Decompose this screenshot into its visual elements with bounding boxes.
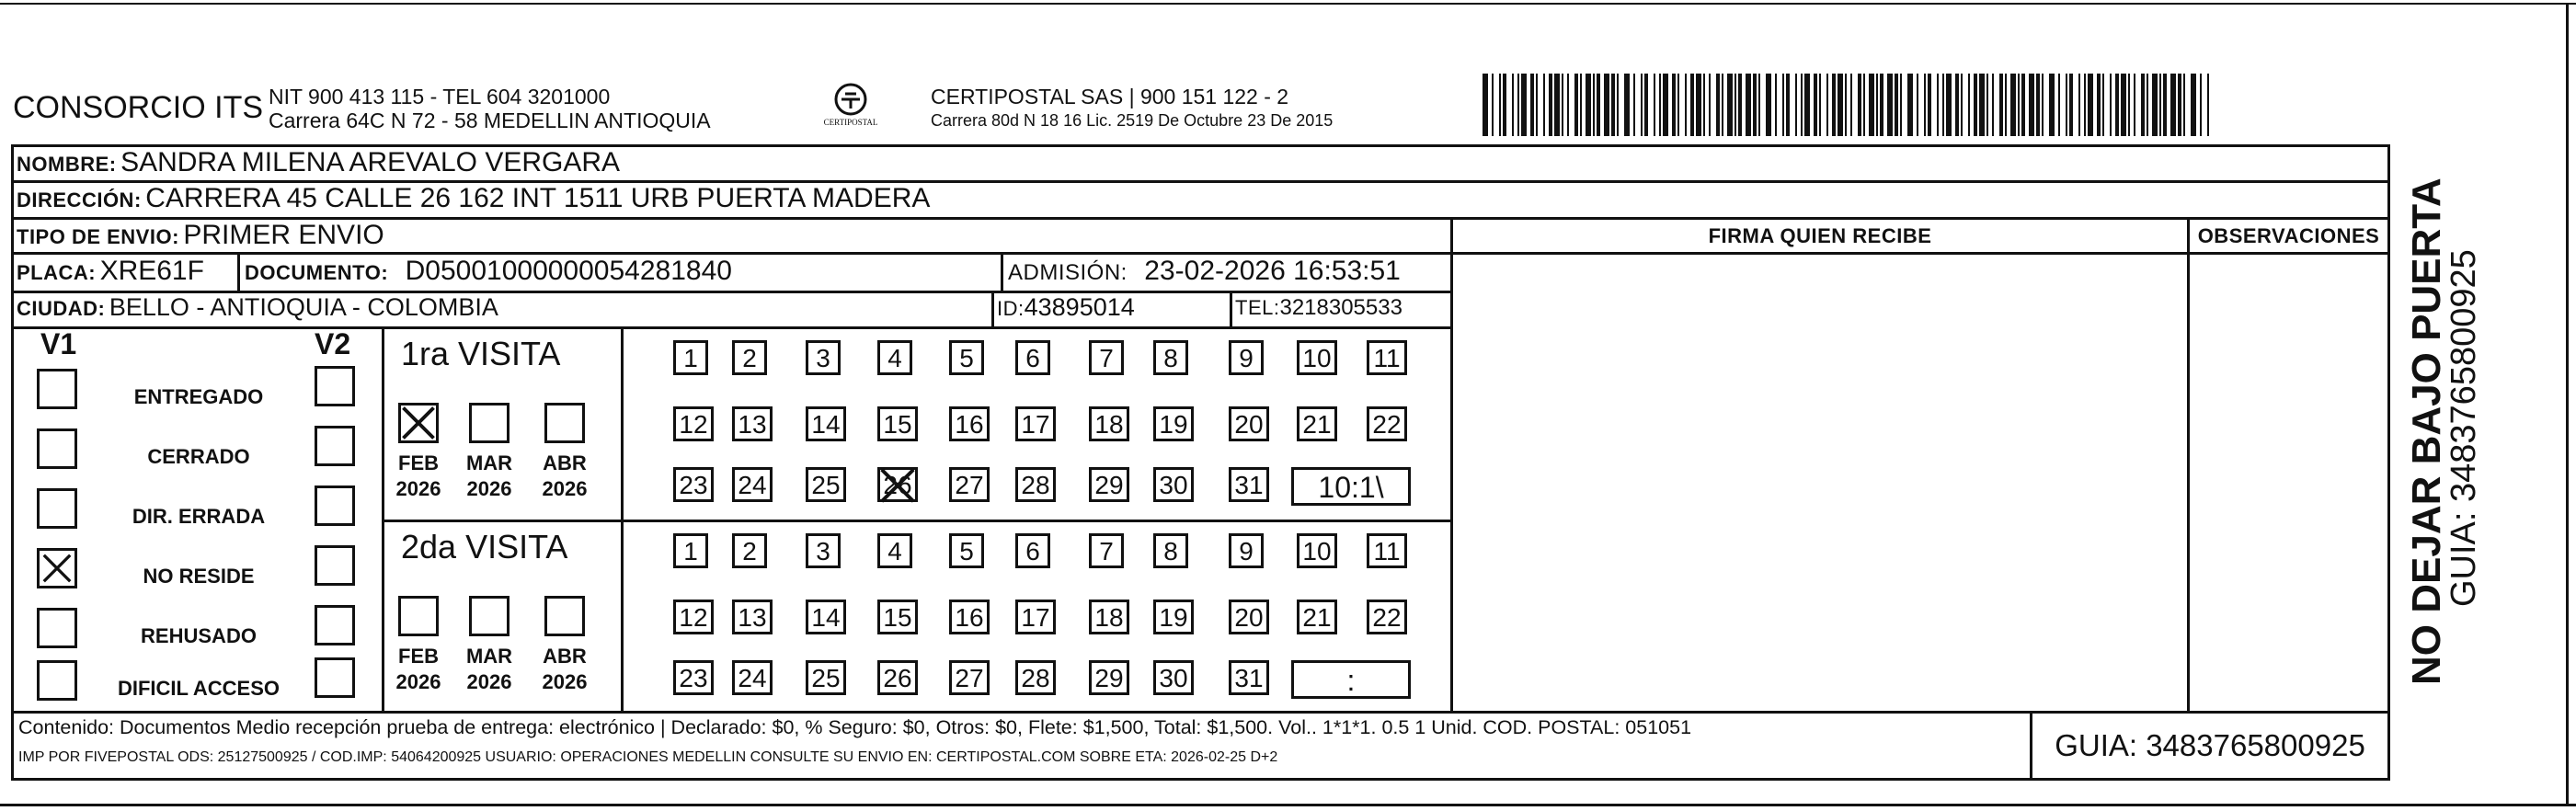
day-box[interactable] (1089, 340, 1124, 375)
day-number: 14 (811, 410, 841, 439)
placa-cell (17, 256, 204, 287)
day-number: 3 (816, 344, 830, 372)
day-box[interactable] (806, 660, 846, 695)
month-label: MAR (465, 451, 513, 474)
day-box[interactable] (1089, 660, 1129, 695)
day-number: 25 (811, 664, 841, 692)
day-box[interactable] (1229, 533, 1264, 568)
divider-observaciones (2187, 217, 2190, 714)
day-number: 10 (1302, 537, 1332, 565)
day-box[interactable] (1153, 467, 1194, 502)
month-label: MAR (465, 645, 513, 668)
footer-contenido: Contenido: Documentos Medio recepción prueba de entrega: electrónico | Declarado: $0, % Seguro: $0, Otros: $0, Flete: $1,500, Total: $1,500. Vol.. 1*1*1. 0.5 1 Unid. COD. POSTAL: 051051 (18, 716, 1692, 738)
day-box[interactable] (673, 660, 714, 695)
grid-right (2387, 144, 2390, 781)
day-number: 6 (1025, 537, 1040, 565)
day-number: 13 (738, 410, 767, 439)
day-box[interactable] (1229, 406, 1269, 441)
direccion-value: CARRERA 45 CALLE 26 162 INT 1511 URB PUERTA MADERA (145, 183, 931, 213)
day-number: 16 (955, 603, 984, 632)
day-box[interactable] (949, 467, 990, 502)
day-number: 24 (738, 664, 767, 692)
status-label: DIFICIL ACCESO (117, 677, 280, 700)
day-box[interactable] (732, 340, 767, 375)
day-number: 9 (1239, 344, 1254, 372)
v1-label: V1 (40, 327, 77, 360)
top-border (0, 3, 2576, 5)
carrier-name: CERTIPOSTAL SAS | 900 151 122 - 2 (931, 85, 1289, 109)
year-label: 2026 (542, 477, 588, 500)
admision-cell (1008, 256, 1401, 287)
year-label: 2026 (542, 670, 588, 693)
day-number: 20 (1234, 410, 1264, 439)
day-box[interactable] (949, 600, 990, 634)
day-number: 11 (1373, 344, 1401, 372)
tipo-label: TIPO DE ENVIO: (17, 225, 179, 248)
carrier-address: Carrera 80d N 18 16 Lic. 2519 De Octubre 23 De 2015 (931, 111, 1334, 130)
day-box[interactable] (1367, 600, 1407, 634)
day-number: 2 (742, 344, 757, 372)
side-guia: GUIA: 3483765800925 (2444, 249, 2483, 607)
company-nit: NIT 900 413 115 - TEL 604 3201000 (269, 85, 611, 109)
v2-checkbox[interactable] (315, 426, 355, 466)
day-number: 19 (1159, 410, 1188, 439)
day-box[interactable] (1153, 406, 1194, 441)
nombre-row (17, 147, 620, 178)
tel-value: 3218305533 (1279, 295, 1402, 320)
day-box[interactable] (673, 533, 708, 568)
day-number: 20 (1234, 603, 1264, 632)
day-number: 18 (1094, 410, 1124, 439)
day-box[interactable] (673, 600, 714, 634)
nombre-value: SANDRA MILENA AREVALO VERGARA (120, 147, 621, 177)
footer-guia: GUIA: 3483765800925 (2055, 728, 2365, 762)
day-number: 28 (1021, 471, 1050, 499)
day-box[interactable] (877, 406, 918, 441)
year-label: 2026 (395, 477, 441, 500)
day-box[interactable] (806, 340, 841, 375)
day-number: 10 (1302, 344, 1332, 372)
day-box[interactable] (1229, 340, 1264, 375)
admision-label: ADMISIÓN: (1008, 260, 1128, 285)
day-number: 29 (1094, 664, 1124, 692)
day-box[interactable] (732, 533, 767, 568)
documento-label: DOCUMENTO: (245, 261, 389, 284)
divider-visits (382, 326, 384, 713)
status-label: ENTREGADO (133, 385, 264, 408)
month-checkbox[interactable] (544, 403, 585, 443)
documento-value: D05001000000054281840 (405, 256, 732, 286)
v2-checkbox[interactable] (315, 657, 355, 698)
day-box[interactable] (1367, 340, 1407, 375)
barcode (1483, 74, 2209, 136)
day-number: 17 (1021, 410, 1050, 439)
day-box[interactable] (949, 406, 990, 441)
month-checkbox[interactable] (398, 596, 439, 636)
day-number: 5 (959, 537, 974, 565)
footer-imp: IMP POR FIVEPOSTAL ODS: 25127500925 / COD.IMP: 54064200925 USUARIO: OPERACIONES MEDELLIN CONSULTE SU ENVIO EN: CERTIPOSTAL.COM SOBRE ETA: 2026-02-25 D+2 (18, 749, 1278, 765)
day-number: 27 (955, 471, 984, 499)
time-box[interactable] (1291, 660, 1411, 699)
right-border (2566, 3, 2569, 806)
v1-checkbox[interactable] (37, 428, 77, 469)
day-number: 6 (1025, 344, 1040, 372)
v1-checkbox[interactable] (37, 369, 77, 409)
day-number: 27 (955, 664, 984, 692)
divider-footer-guia (2030, 711, 2032, 780)
day-number: 25 (811, 471, 841, 499)
day-number: 30 (1159, 664, 1188, 692)
day-number: 26 (883, 664, 912, 692)
month-checkbox[interactable] (398, 403, 439, 443)
direccion-row (17, 183, 930, 214)
day-box[interactable] (806, 533, 841, 568)
day-box[interactable] (806, 600, 846, 634)
id-value: 43895014 (1024, 293, 1135, 321)
day-box[interactable] (732, 600, 773, 634)
day-box[interactable] (1089, 467, 1129, 502)
grid-footer-top (11, 711, 2390, 714)
company-name: CONSORCIO ITS (13, 90, 264, 125)
visit-title: 2da VISITA (401, 528, 568, 565)
day-box[interactable] (877, 660, 918, 695)
month-checkbox[interactable] (469, 403, 509, 443)
day-number: 18 (1094, 603, 1124, 632)
placa-value: XRE61F (99, 256, 204, 286)
day-number: 8 (1163, 537, 1178, 565)
day-number: 29 (1094, 471, 1124, 499)
day-box[interactable] (1367, 533, 1407, 568)
day-number: 22 (1372, 603, 1402, 632)
day-number: 12 (679, 603, 708, 632)
day-box[interactable] (1297, 533, 1337, 568)
month-label: FEB (398, 645, 439, 668)
v2-checkbox[interactable] (315, 485, 355, 526)
day-number: 7 (1099, 537, 1114, 565)
day-box[interactable] (1015, 467, 1056, 502)
year-label: 2026 (466, 670, 512, 693)
day-box[interactable] (1015, 406, 1056, 441)
side-warning: NO DEJAR BAJO PUERTA (2404, 177, 2449, 685)
day-box[interactable] (1089, 533, 1124, 568)
day-box[interactable] (673, 467, 714, 502)
day-number: 26 (883, 471, 912, 499)
day-number: 17 (1021, 603, 1050, 632)
day-number: 4 (887, 344, 902, 372)
observaciones-label: OBSERVACIONES (2197, 224, 2380, 247)
day-number: 31 (1234, 664, 1264, 692)
month-checkbox[interactable] (544, 596, 585, 636)
day-box[interactable] (806, 467, 846, 502)
day-number: 21 (1302, 603, 1332, 632)
day-box[interactable] (1297, 600, 1337, 634)
day-box[interactable] (732, 660, 773, 695)
divider-signature (1450, 217, 1453, 714)
day-number: 28 (1021, 664, 1050, 692)
time-value: 10:1\ (1318, 471, 1384, 504)
tel-cell (1235, 295, 1402, 321)
month-label: ABR (543, 451, 587, 474)
day-box[interactable] (949, 340, 984, 375)
year-label: 2026 (395, 670, 441, 693)
status-label: CERRADO (147, 445, 250, 468)
day-number: 21 (1302, 410, 1332, 439)
day-number: 5 (959, 344, 974, 372)
day-box[interactable] (877, 467, 918, 502)
divider-days (621, 326, 624, 713)
tipo-value: PRIMER ENVIO (183, 220, 384, 250)
id-cell (997, 293, 1135, 322)
v1-checkbox[interactable] (37, 660, 77, 701)
day-box[interactable] (1367, 406, 1407, 441)
ciudad-label: CIUDAD: (17, 297, 106, 320)
day-box[interactable] (1297, 340, 1337, 375)
check-x-mark (398, 403, 439, 443)
bottom-border (0, 804, 2576, 806)
day-box[interactable] (1015, 600, 1056, 634)
firma-label: FIRMA QUIEN RECIBE (1708, 224, 1932, 247)
nombre-label: NOMBRE: (17, 153, 117, 176)
time-box[interactable] (1291, 467, 1411, 506)
day-box[interactable] (1015, 533, 1050, 568)
day-box[interactable] (949, 660, 990, 695)
day-box[interactable] (1153, 600, 1194, 634)
company-address: Carrera 64C N 72 - 58 MEDELLIN ANTIOQUIA (269, 109, 711, 132)
day-number: 24 (738, 471, 767, 499)
tel-label: TEL: (1235, 296, 1280, 319)
v2-checkbox[interactable] (315, 545, 355, 586)
check-x-mark (40, 551, 74, 586)
day-number: 4 (887, 537, 902, 565)
admision-value: 23-02-2026 16:53:51 (1144, 256, 1401, 286)
month-label: ABR (543, 645, 587, 668)
day-box[interactable] (1153, 340, 1188, 375)
ciudad-cell (17, 293, 498, 322)
day-number: 11 (1373, 537, 1401, 565)
ciudad-value: BELLO - ANTIOQUIA - COLOMBIA (109, 293, 498, 321)
day-number: 3 (816, 537, 830, 565)
logo-caption: CERTIPOSTAL (823, 118, 878, 127)
day-box[interactable] (1229, 660, 1269, 695)
day-number: 12 (679, 410, 708, 439)
v1-checkbox[interactable] (37, 488, 77, 529)
day-box[interactable] (806, 406, 846, 441)
day-box[interactable] (1229, 600, 1269, 634)
day-number: 2 (742, 537, 757, 565)
v2-checkbox[interactable] (315, 605, 355, 645)
day-number: 23 (679, 664, 708, 692)
direccion-label: DIRECCIÓN: (17, 188, 142, 211)
day-number: 15 (883, 603, 912, 632)
day-number: 1 (683, 537, 698, 565)
day-number: 19 (1159, 603, 1188, 632)
documento-cell (245, 256, 732, 287)
day-number: 13 (738, 603, 767, 632)
v2-checkbox[interactable] (315, 366, 355, 406)
day-box[interactable] (673, 340, 708, 375)
day-box[interactable] (732, 467, 773, 502)
visit-title: 1ra VISITA (401, 335, 561, 372)
day-box[interactable] (1153, 533, 1188, 568)
day-number: 8 (1163, 344, 1178, 372)
day-number: 9 (1239, 537, 1254, 565)
status-label: REHUSADO (141, 624, 257, 647)
time-value: : (1346, 664, 1356, 697)
day-number: 16 (955, 410, 984, 439)
day-box[interactable] (1015, 660, 1056, 695)
day-box[interactable] (877, 600, 918, 634)
day-number: 22 (1372, 410, 1402, 439)
status-label: NO RESIDE (143, 565, 255, 588)
tipo-row (17, 220, 384, 251)
id-label: ID: (997, 297, 1025, 320)
day-number: 15 (883, 410, 912, 439)
status-label: DIR. ERRADA (132, 505, 266, 528)
day-number: 31 (1234, 471, 1264, 499)
day-number: 23 (679, 471, 708, 499)
placa-label: PLACA: (17, 261, 97, 284)
day-box[interactable] (1297, 406, 1337, 441)
day-box[interactable] (1089, 406, 1129, 441)
day-box[interactable] (1229, 467, 1269, 502)
v2-label: V2 (315, 327, 351, 360)
grid-left (11, 144, 14, 781)
day-number: 1 (683, 344, 698, 372)
month-label: FEB (398, 451, 439, 474)
day-box[interactable] (732, 406, 773, 441)
day-box[interactable] (673, 406, 714, 441)
month-checkbox[interactable] (469, 596, 509, 636)
day-box[interactable] (1153, 660, 1194, 695)
day-box[interactable] (1089, 600, 1129, 634)
v1-checkbox[interactable] (37, 548, 77, 588)
day-box[interactable] (1015, 340, 1050, 375)
day-number: 7 (1099, 344, 1114, 372)
v1-checkbox[interactable] (37, 608, 77, 648)
day-number: 30 (1159, 471, 1188, 499)
day-box[interactable] (949, 533, 984, 568)
grid-bottom (11, 778, 2390, 781)
day-box[interactable] (877, 340, 912, 375)
year-label: 2026 (466, 477, 512, 500)
day-number: 14 (811, 603, 841, 632)
day-box[interactable] (877, 533, 912, 568)
certipostal-logo (814, 81, 887, 136)
check-x-mark (876, 464, 919, 507)
